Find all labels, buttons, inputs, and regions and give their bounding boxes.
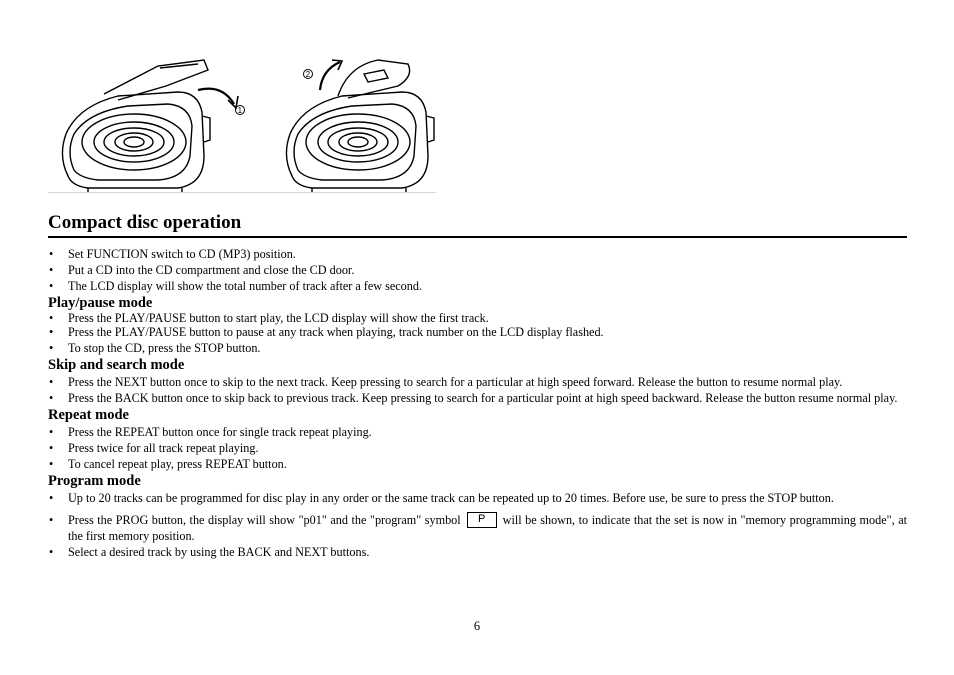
boombox-drawing [48, 56, 436, 192]
list-item: • Press the PLAY/PAUSE button to pause at any track when playing, track number on the LCD display flashed. [48, 326, 907, 340]
title-underline [48, 236, 907, 238]
list-item: • To cancel repeat play, press REPEAT button. [48, 456, 907, 472]
list-item: • Set FUNCTION switch to CD (MP3) position. [48, 246, 907, 262]
intro-list [48, 246, 907, 294]
list-item: • Press the REPEAT button once for single track repeat playing. [48, 424, 907, 440]
door-close-arrow [198, 89, 238, 108]
play-pause-list [48, 312, 907, 356]
document-body [48, 246, 907, 560]
step-2-label: 2 [305, 69, 311, 79]
boombox-left [62, 60, 210, 192]
section-heading-play-pause: Play/pause mode [48, 295, 153, 311]
boombox-right [286, 60, 434, 192]
program-text-after: will be shown, to indicate that the set is now in "memory programming mode", at the first memory position. [68, 513, 907, 543]
page-number: 6 [473, 619, 481, 633]
list-item: • Press the NEXT button once to skip to the next track. Keep pressing to search for a particular at high speed forward. Release the button to resume normal play. [48, 374, 907, 390]
list-item: • Press the BACK button once to skip back to previous track. Keep pressing to search for a particular point at high speed backward. Release the button resume normal play. [48, 390, 907, 406]
section-heading-repeat: Repeat mode [48, 407, 129, 423]
section-heading-program: Program mode [48, 473, 141, 489]
page-title: Compact disc operation [48, 212, 242, 233]
list-item: • Put a CD into the CD compartment and close the CD door. [48, 262, 907, 278]
program-symbol-icon: P [467, 512, 497, 528]
skip-search-list [48, 374, 907, 406]
list-item: • The LCD display will show the total number of track after a few second. [48, 278, 907, 294]
repeat-list [48, 424, 907, 472]
list-item: • To stop the CD, press the STOP button. [48, 340, 907, 356]
program-list [48, 490, 907, 560]
program-text-before: Press the PROG button, the display will show "p01" and the "program" symbol [68, 513, 461, 527]
section-heading-skip-search: Skip and search mode [48, 357, 185, 373]
list-item: • Up to 20 tracks can be programmed for disc play in any order or the same track can be repeated up to 20 times. Before use, be sure to press the STOP button. [48, 490, 907, 506]
list-item: • Press the PLAY/PAUSE button to start play, the LCD display will show the first track. [48, 312, 907, 326]
cd-door-illustration [48, 56, 436, 193]
list-item [48, 512, 907, 544]
list-item: • Press twice for all track repeat playing. [48, 440, 907, 456]
step-1-label: 1 [237, 105, 243, 115]
list-item: • Select a desired track by using the BACK and NEXT buttons. [48, 544, 907, 560]
door-open-arrow [320, 60, 342, 90]
